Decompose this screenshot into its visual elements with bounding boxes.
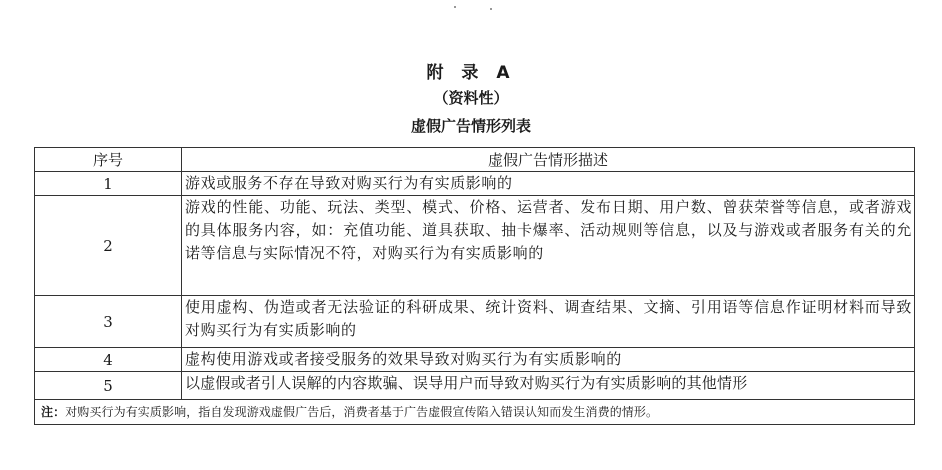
- row-number: 2: [35, 196, 182, 296]
- note-label: 注：: [41, 405, 66, 419]
- row-number: 3: [35, 296, 182, 348]
- table-note-row: [35, 400, 915, 425]
- scan-speck: [490, 8, 492, 10]
- row-number: 4: [35, 348, 182, 372]
- table-row: [35, 348, 915, 372]
- annex-nature: （资料性）: [433, 89, 509, 107]
- row-description: 游戏的性能、功能、玩法、类型、模式、价格、运营者、发布日期、用户数、曾获荣誉等信息，或者游戏的具体服务内容，如：充值功能、道具获取、抽卡爆率、活动规则等信息，以及与游戏或者服务有关的允诺等信息与实际情况不符，对购买行为有实质影响的: [182, 196, 915, 296]
- note-text: 对购买行为有实质影响，指自发现游戏虚假广告后，消费者基于广告虚假宣传陷入错误认知而发生消费的情形。: [65, 405, 659, 419]
- column-header-description: 虚假广告情形描述: [182, 148, 915, 172]
- row-description: 游戏或服务不存在导致对购买行为有实质影响的: [182, 172, 915, 196]
- false-ad-cases-table: [34, 147, 915, 425]
- table-note: [35, 400, 915, 425]
- table-row: [35, 296, 915, 348]
- table-row: [35, 372, 915, 400]
- row-description: 虚构使用游戏或者接受服务的效果导致对购买行为有实质影响的: [182, 348, 915, 372]
- scan-speck: [454, 6, 456, 8]
- row-description: 使用虚构、伪造或者无法验证的科研成果、统计资料、调查结果、文摘、引用语等信息作证明材料而导致对购买行为有实质影响的: [182, 296, 915, 348]
- annex-title: 附 录 A: [426, 63, 516, 83]
- row-number: 1: [35, 172, 182, 196]
- table-title: 虚假广告情形列表: [410, 117, 531, 135]
- row-description: 以虚假或者引人误解的内容欺骗、误导用户而导致对购买行为有实质影响的其他情形: [182, 372, 915, 400]
- table-header-row: [35, 148, 915, 172]
- table-row: [35, 172, 915, 196]
- column-header-number: 序号: [35, 148, 182, 172]
- table-row: [35, 196, 915, 296]
- row-number: 5: [35, 372, 182, 400]
